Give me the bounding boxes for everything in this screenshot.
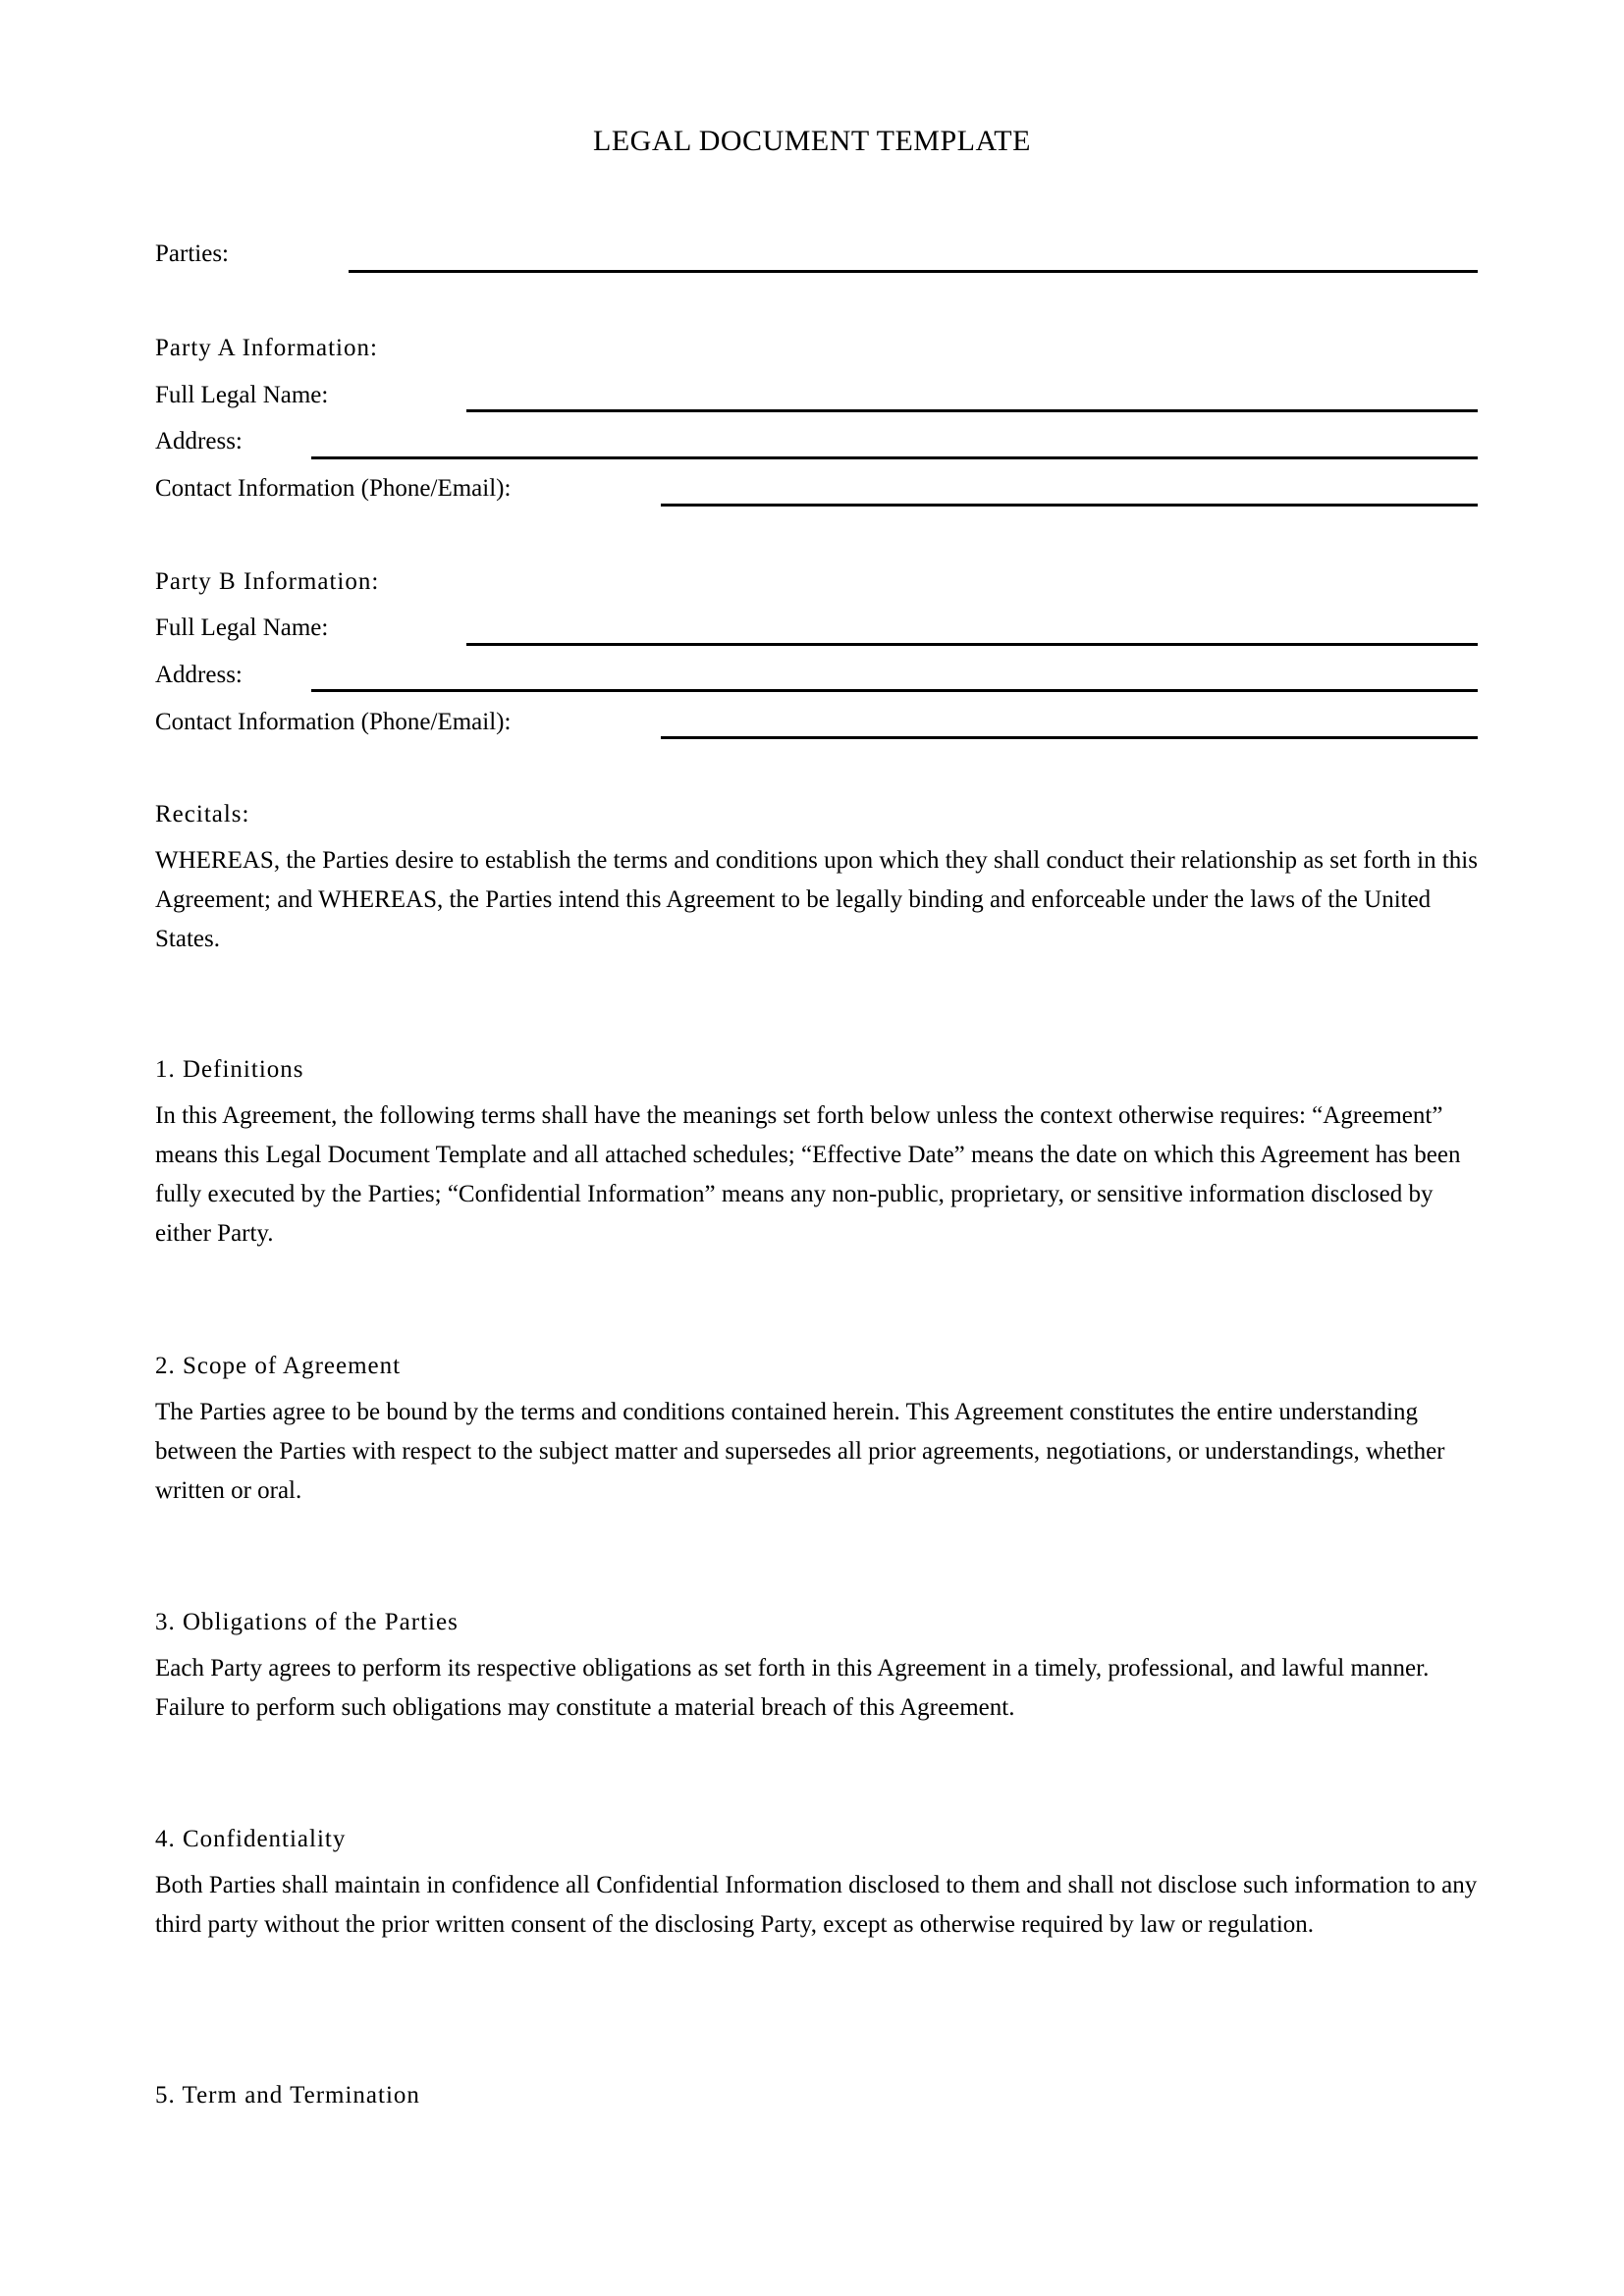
- party-b-full-name-label: Full Legal Name:: [155, 614, 329, 641]
- party-a-address-label: Address:: [155, 428, 243, 454]
- party-b-heading: Party B Information:: [155, 568, 380, 595]
- parties-field[interactable]: [349, 270, 1478, 273]
- party-a-heading: Party A Information:: [155, 335, 378, 361]
- section-term-heading: 5. Term and Termination: [155, 2082, 420, 2109]
- recitals-heading: Recitals:: [155, 801, 250, 828]
- party-a-full-name-field[interactable]: [466, 409, 1478, 412]
- party-b-full-name-field[interactable]: [466, 643, 1478, 646]
- section-confidentiality-text: Both Parties shall maintain in confidence all Confidential Information disclosed to them and shall not disclose such information to any third party without the prior written consent of the disclosing Party, except as otherwise required by law or regulation.: [155, 1872, 1478, 1938]
- party-a-full-name-label: Full Legal Name:: [155, 382, 329, 408]
- section-definitions-heading: 1. Definitions: [155, 1056, 304, 1083]
- party-a-address-field[interactable]: [311, 456, 1478, 459]
- recitals-text: WHEREAS, the Parties desire to establish the terms and conditions upon which they shall conduct their relationship as set forth in this Agreement; and WHEREAS, the Parties intend this Agreement to be legally binding and enforceable under the laws of the United States.: [155, 847, 1478, 952]
- section-obligations-text: Each Party agrees to perform its respective obligations as set forth in this Agreement in a timely, professional, and lawful manner. Failure to perform such obligations may constitute a material breach of this Agreement.: [155, 1655, 1430, 1721]
- party-b-address-field[interactable]: [311, 689, 1478, 692]
- section-definitions-text: In this Agreement, the following terms shall have the meanings set forth below unless the context otherwise requires: “Agreement” means this Legal Document Template and all attached schedules; “Effective Date” means the date on which this Agreement has been fully executed by the Parties; “Confidential Information” means any non-public, proprietary, or sensitive information disclosed by either Party.: [155, 1102, 1461, 1247]
- parties-label: Parties:: [155, 240, 229, 267]
- party-b-contact-field[interactable]: [661, 736, 1478, 739]
- party-a-contact-field[interactable]: [661, 504, 1478, 507]
- section-confidentiality-heading: 4. Confidentiality: [155, 1826, 347, 1852]
- party-b-contact-label: Contact Information (Phone/Email):: [155, 709, 512, 735]
- document-title: LEGAL DOCUMENT TEMPLATE: [593, 125, 1031, 157]
- section-scope-text: The Parties agree to be bound by the terms and conditions contained herein. This Agreement constitutes the entire understanding between the Parties with respect to the subject matter and supersedes all prior agreements, negotiations, or understandings, whether written or oral.: [155, 1399, 1445, 1504]
- section-obligations-heading: 3. Obligations of the Parties: [155, 1609, 459, 1635]
- section-scope-heading: 2. Scope of Agreement: [155, 1353, 402, 1379]
- party-b-address-label: Address:: [155, 662, 243, 688]
- party-a-contact-label: Contact Information (Phone/Email):: [155, 475, 512, 502]
